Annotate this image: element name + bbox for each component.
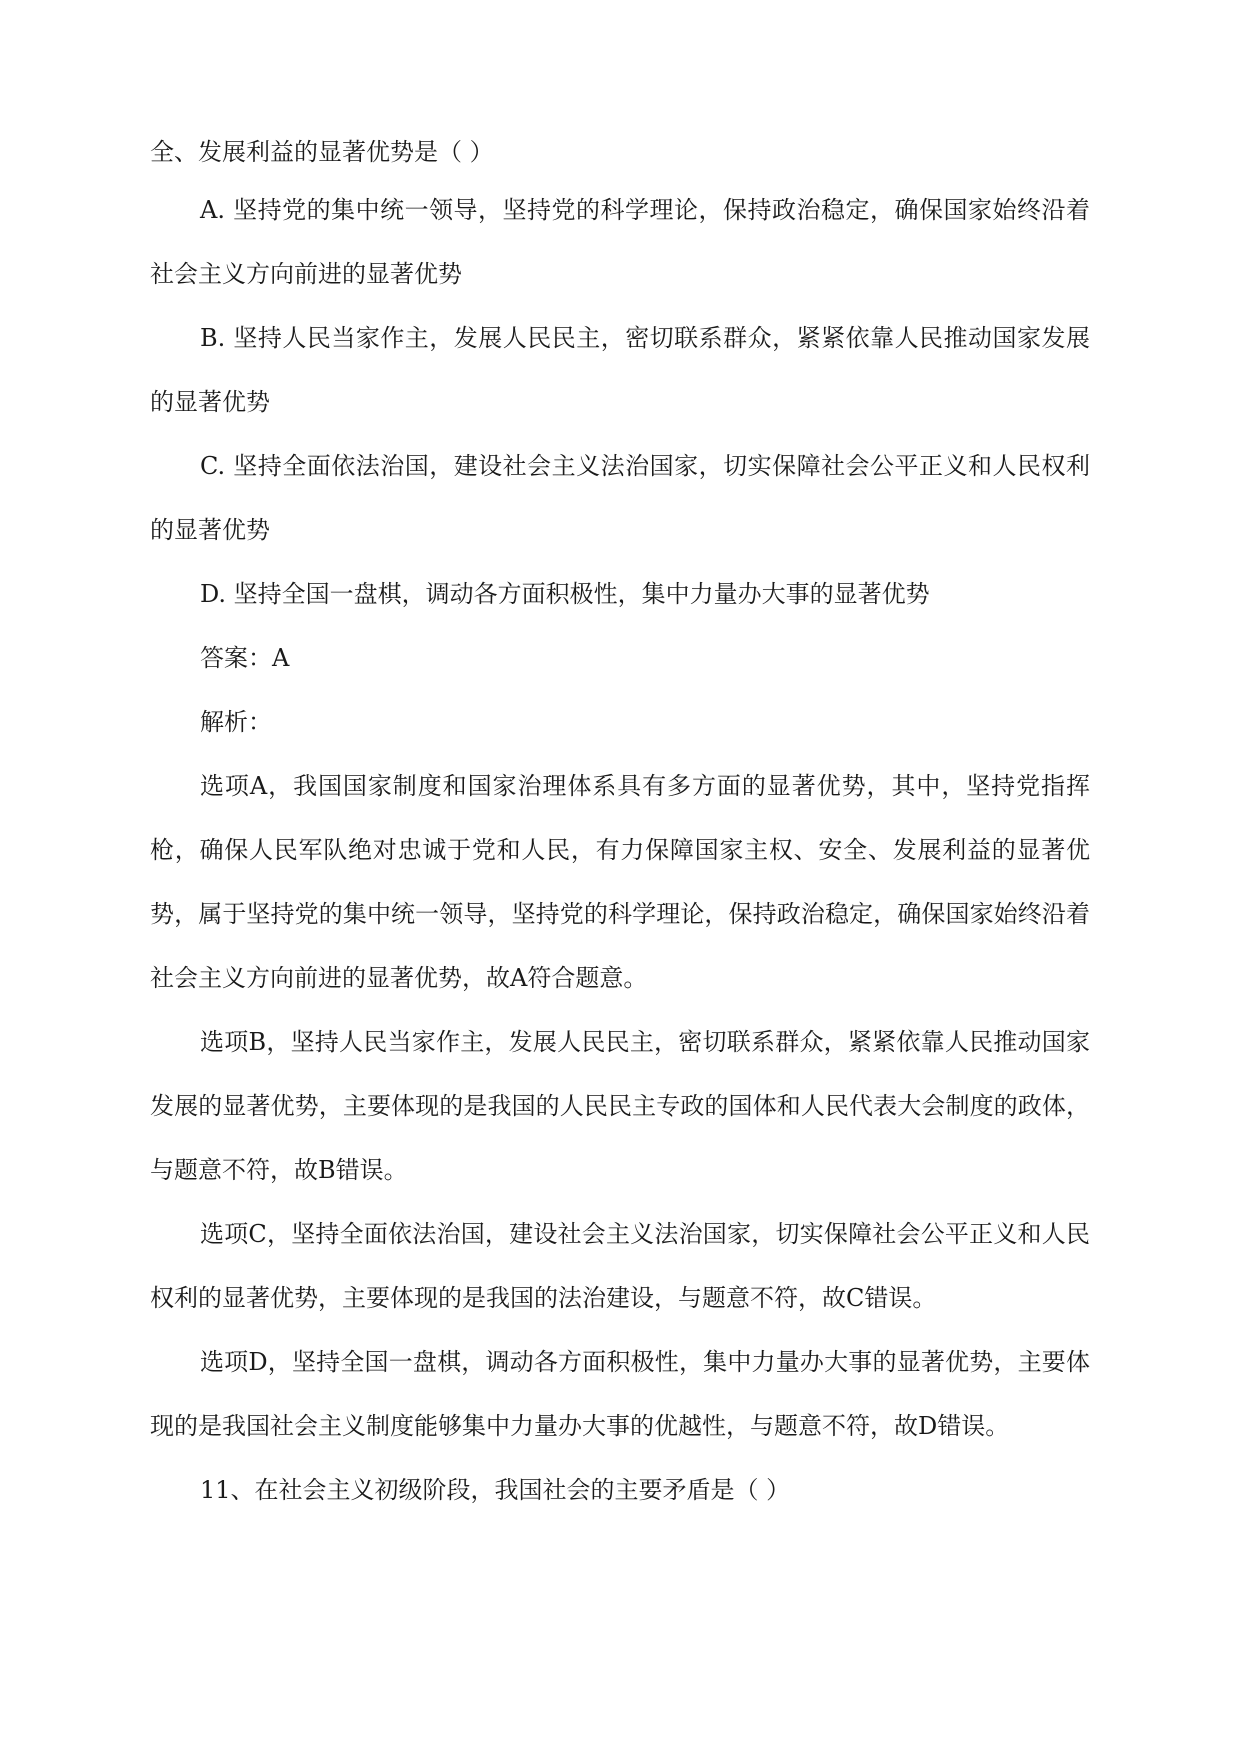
option-c: C. 坚持全面依法治国，建设社会主义法治国家，切实保障社会公平正义和人民权利的显著优势 [150, 452, 1090, 544]
answer-line: 答案：A [200, 644, 290, 672]
analysis-option-c: 选项C，坚持全面依法治国，建设社会主义法治国家，切实保障社会公平正义和人民权利的显著优势，主要体现的是我国的法治建设，与题意不符，故C错误。 [150, 1220, 1090, 1312]
analysis-heading: 解析： [200, 708, 272, 736]
option-b: B. 坚持人民当家作主，发展人民民主，密切联系群众，紧紧依靠人民推动国家发展的显著优势 [150, 324, 1090, 416]
option-a: A. 坚持党的集中统一领导，坚持党的科学理论，保持政治稳定，确保国家始终沿着社会主义方向前进的显著优势 [150, 196, 1090, 288]
analysis-option-b: 选项B，坚持人民当家作主，发展人民民主，密切联系群众，紧紧依靠人民推动国家发展的显著优势，主要体现的是我国的人民民主专政的国体和人民代表大会制度的政体，与题意不符，故B错误。 [150, 1028, 1090, 1184]
analysis-option-a: 选项A，我国国家制度和国家治理体系具有多方面的显著优势，其中，坚持党指挥枪，确保人民军队绝对忠诚于党和人民，有力保障国家主权、安全、发展利益的显著优势，属于坚持党的集中统一领导，坚持党的科学理论，保持政治稳定，确保国家始终沿着社会主义方向前进的显著优势，故A符合题意。 [150, 772, 1090, 992]
analysis-option-d: 选项D，坚持全国一盘棋，调动各方面积极性，集中力量办大事的显著优势，主要体现的是我国社会主义制度能够集中力量办大事的优越性，与题意不符，故D错误。 [150, 1348, 1090, 1440]
option-d: D. 坚持全国一盘棋，调动各方面积极性，集中力量办大事的显著优势 [200, 580, 930, 608]
question-stem-continuation: 全、发展利益的显著优势是（ ） [150, 138, 494, 166]
question-11: 11、在社会主义初级阶段，我国社会的主要矛盾是（ ） [200, 1476, 791, 1504]
